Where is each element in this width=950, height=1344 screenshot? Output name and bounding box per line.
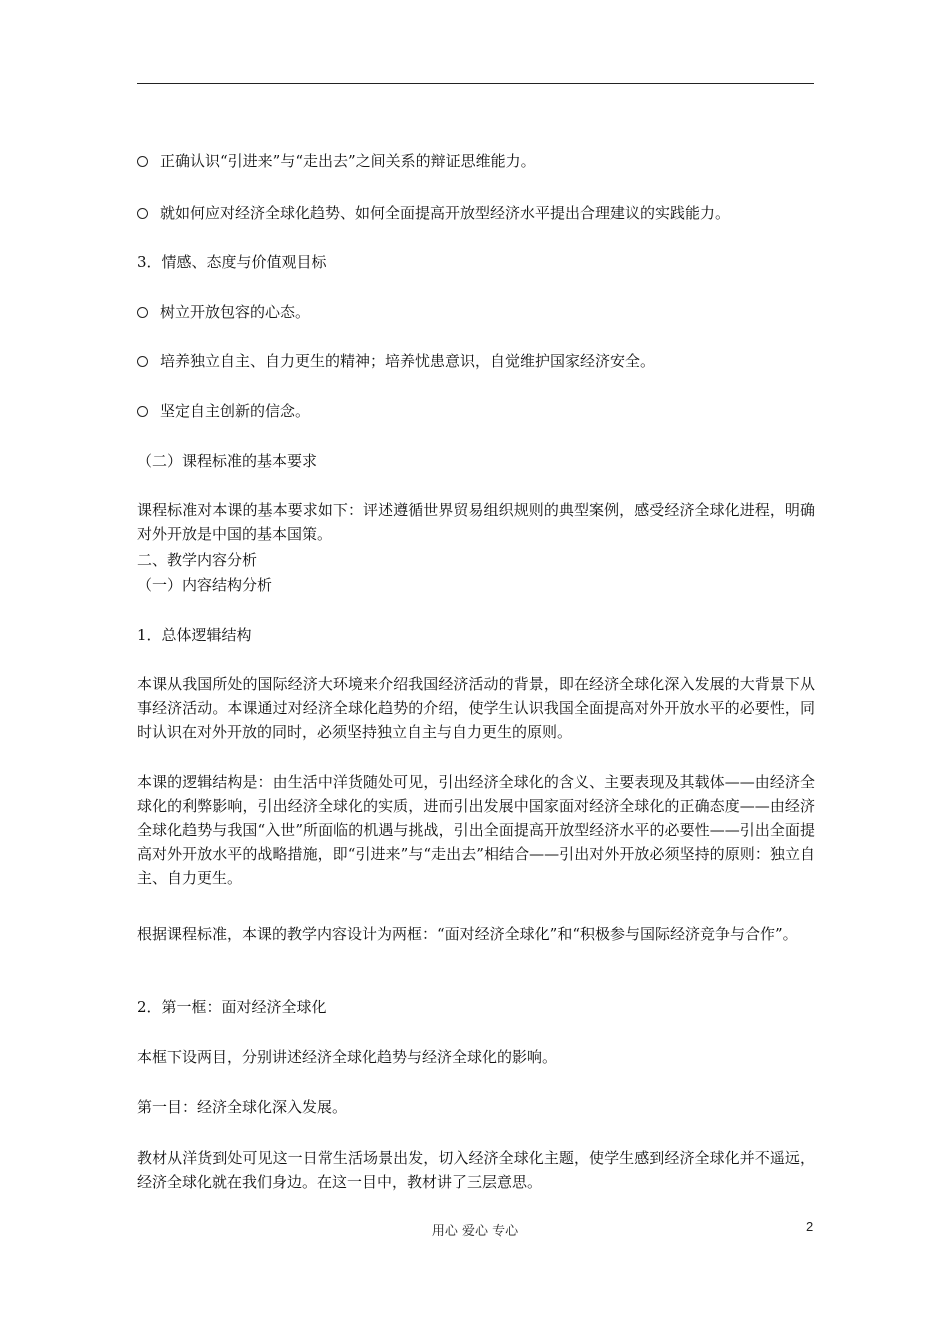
paragraph: 课程标准对本课的基本要求如下：评述遵循世界贸易组织规则的典型案例，感受经济全球化进程，明确对外开放是中国的基本国策。 xyxy=(137,501,815,543)
bullet-item: 培养独立自主、自力更生的精神；培养忧患意识，自觉维护国家经济安全。 xyxy=(137,349,815,373)
page-footer: 用心 爱心 专心 xyxy=(431,1224,519,1239)
circle-bullet-icon xyxy=(137,406,148,417)
circle-bullet-icon xyxy=(137,307,148,318)
paragraph: 本课从我国所处的国际经济大环境来介绍我国经济活动的背景，即在经济全球化深入发展的大背景下从事经济活动。本课通过对经济全球化趋势的介绍，使学生认识我国全面提高对外开放水平的必要性，同时认识在对外开放的同时，必须坚持独立自主与自力更生的原则。 xyxy=(137,675,815,741)
bullet-item: 正确认识“引进来”与“走出去”之间关系的辩证思维能力。 xyxy=(137,149,815,173)
circle-bullet-icon xyxy=(137,156,148,167)
header-rule xyxy=(137,83,814,84)
paragraph: 第一目：经济全球化深入发展。 xyxy=(137,1098,348,1116)
section-heading: （二）课程标准的基本要求 xyxy=(137,452,318,470)
paragraph: 本课的逻辑结构是：由生活中洋货随处可见，引出经济全球化的含义、主要表现及其载体——由经济全球化的利弊影响，引出经济全球化的实质，进而引出发展中国家面对经济全球化的正确态度——由经济全球化趋势与我国“入世”所面临的机遇与挑战，引出全面提高开放型经济水平的必要性——引出全面提高对外开放水平的战略措施，即“引进来”与“走出去”相结合——引出对外开放必须坚持的原则：独立自主、自力更生。 xyxy=(137,773,815,887)
paragraph: 教材从洋货到处可见这一日常生活场景出发，切入经济全球化主题，使学生感到经济全球化并不遥远，经济全球化就在我们身边。在这一目中，教材讲了三层意思。 xyxy=(137,1149,815,1191)
section-heading: 二、教学内容分析 xyxy=(137,551,258,569)
circle-bullet-icon xyxy=(137,356,148,367)
section-heading: 3．情感、态度与价值观目标 xyxy=(137,253,327,271)
bullet-item: 坚定自主创新的信念。 xyxy=(137,399,815,423)
section-heading: 2．第一框：面对经济全球化 xyxy=(137,998,327,1016)
paragraph: 本框下设两目，分别讲述经济全球化趋势与经济全球化的影响。 xyxy=(137,1048,558,1066)
paragraph: 根据课程标准，本课的教学内容设计为两框：“面对经济全球化”和“积极参与国际经济竞争与合作”。 xyxy=(137,925,798,943)
bullet-item: 树立开放包容的心态。 xyxy=(137,300,815,324)
bullet-item: 就如何应对经济全球化趋势、如何全面提高开放型经济水平提出合理建议的实践能力。 xyxy=(137,201,815,225)
page-number: 2 xyxy=(806,1219,814,1234)
circle-bullet-icon xyxy=(137,208,148,219)
section-heading: 1．总体逻辑结构 xyxy=(137,626,252,644)
section-heading: （一）内容结构分析 xyxy=(137,576,273,594)
